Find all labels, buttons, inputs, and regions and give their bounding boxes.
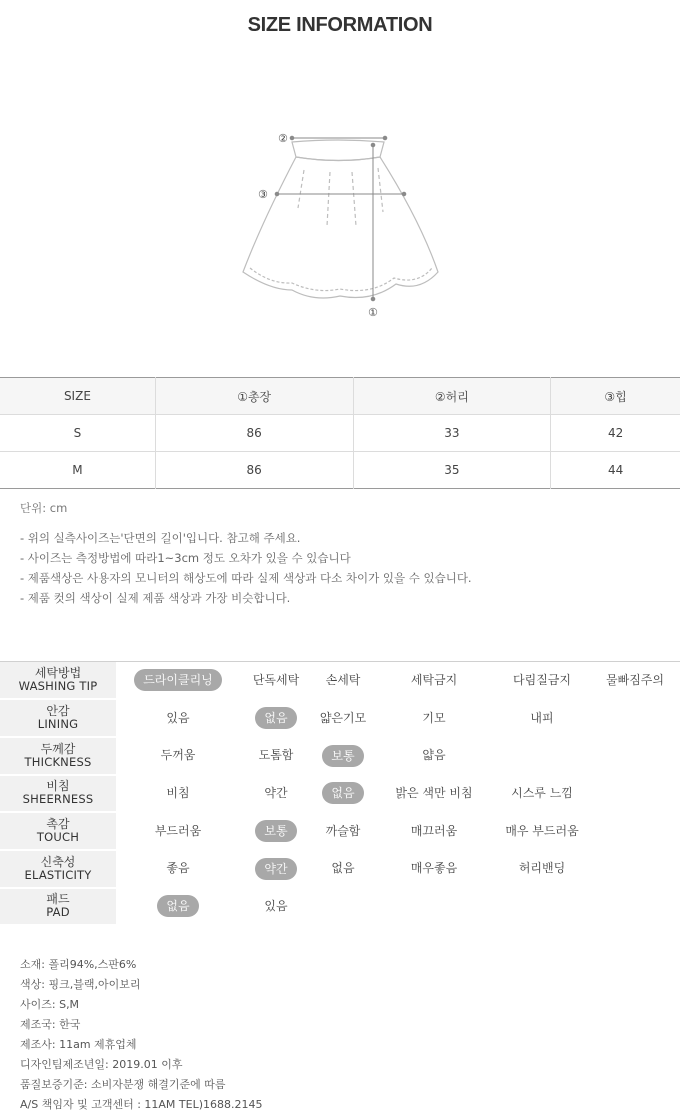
property-option: 좋음 — [166, 861, 190, 876]
property-label-en: SHEERNESS — [22, 792, 94, 807]
property-option-selected: 보통 — [255, 820, 296, 842]
size-table-row — [0, 452, 680, 489]
property-option: 있음 — [264, 898, 288, 913]
property-option-cell — [312, 850, 374, 888]
marker-2: ② — [278, 132, 288, 145]
property-option: 비침 — [166, 785, 190, 800]
property-option-selected: 약간 — [255, 858, 296, 880]
property-row — [0, 850, 680, 888]
note-item: - 제품색상은 사용자의 모니터의 해상도에 따라 실제 색상과 다소 차이가 있을 수 있습니다. — [20, 571, 472, 585]
property-option: 기모 — [422, 710, 446, 725]
note-item: - 제품 컷의 색상이 실제 제품 색상과 가장 비슷합니다. — [20, 591, 291, 605]
property-option-cell — [240, 888, 312, 926]
spec-item: 색상: 핑크,블랙,아이보리 — [20, 978, 141, 991]
property-label-ko: 세탁방법 — [34, 666, 82, 681]
property-label-en: TOUCH — [36, 830, 80, 845]
property-option: 매끄러움 — [410, 823, 458, 838]
property-option-cell — [374, 888, 494, 926]
property-option: 다림질금지 — [513, 672, 571, 687]
property-option-selected: 드라이클리닝 — [134, 669, 222, 691]
property-label — [0, 699, 116, 737]
size-cell: 33 — [353, 415, 551, 452]
spec-item: 사이즈: S,M — [20, 998, 80, 1011]
size-table-header: ①총장 — [155, 378, 353, 415]
property-row — [0, 662, 680, 700]
property-option-cell — [240, 812, 312, 850]
property-option-cell — [590, 775, 680, 813]
note-item: - 위의 실측사이즈는'단면의 길이'입니다. 참고해 주세요. — [20, 531, 301, 545]
property-option-cell — [312, 662, 374, 700]
property-row — [0, 737, 680, 775]
property-option: 약간 — [264, 785, 288, 800]
size-table-header: SIZE — [0, 378, 155, 415]
property-label — [0, 888, 116, 926]
property-option-cell — [374, 699, 494, 737]
property-option-cell — [494, 737, 590, 775]
property-option: 매우좋음 — [410, 861, 458, 876]
size-cell: M — [0, 452, 155, 489]
spec-item: A/S 책임자 및 고객센터 : 11AM TEL)1688.2145 — [20, 1098, 263, 1111]
property-option: 밝은 색만 비침 — [395, 785, 473, 800]
size-notes — [20, 528, 472, 608]
property-label-en: THICKNESS — [24, 754, 92, 769]
property-label — [0, 850, 116, 888]
property-label-ko: 두께감 — [40, 741, 76, 756]
property-label-en: PAD — [46, 905, 70, 920]
property-label-ko: 비침 — [46, 779, 70, 794]
property-option: 시스루 느낌 — [511, 785, 573, 800]
size-cell: 86 — [155, 415, 353, 452]
property-label-ko: 촉감 — [46, 817, 70, 832]
property-option-cell — [240, 775, 312, 813]
skirt-measurement-diagram — [0, 110, 680, 330]
size-cell: 44 — [607, 463, 624, 477]
property-label-ko: 패드 — [46, 892, 70, 907]
property-label — [0, 737, 116, 775]
property-option-cell — [374, 850, 494, 888]
spec-item: 소재: 폴리94%,스판6% — [20, 958, 137, 971]
property-option: 내피 — [530, 710, 554, 725]
property-option-cell — [494, 812, 590, 850]
spec-item: 제조사: 11am 제휴업체 — [20, 1038, 137, 1051]
size-table-header-row — [0, 378, 680, 415]
property-option-cell — [116, 812, 240, 850]
unit-label: 단위: cm — [20, 501, 68, 515]
property-option-selected: 없음 — [322, 782, 363, 804]
property-option-cell — [240, 850, 312, 888]
product-specs — [20, 955, 263, 1115]
property-option-cell — [494, 850, 590, 888]
size-cell: 86 — [155, 452, 353, 489]
property-option-selected: 보통 — [322, 745, 363, 767]
property-row — [0, 699, 680, 737]
property-option-cell — [374, 737, 494, 775]
page-title: SIZE INFORMATION — [247, 14, 433, 36]
spec-item: 품질보증기준: 소비자분쟁 해결기준에 따름 — [20, 1078, 226, 1091]
property-option-cell — [374, 812, 494, 850]
property-option-cell — [312, 888, 374, 926]
property-option-cell — [590, 737, 680, 775]
size-cell: 42 — [551, 415, 680, 452]
skirt-body — [243, 157, 438, 298]
property-option-cell — [312, 775, 374, 813]
property-option-cell — [494, 775, 590, 813]
property-option-cell — [374, 775, 494, 813]
property-option: 까슬함 — [325, 823, 361, 838]
property-row — [0, 812, 680, 850]
size-table-row — [0, 415, 680, 452]
property-option: 도톰함 — [258, 748, 294, 763]
property-option-cell — [240, 737, 312, 775]
property-option: 단독세탁 — [252, 672, 300, 687]
property-option-cell — [590, 662, 680, 700]
property-label — [0, 812, 116, 850]
property-row — [0, 775, 680, 813]
property-option-cell — [116, 775, 240, 813]
property-option: 매우 부드러움 — [505, 823, 579, 838]
fabric-properties-table — [0, 661, 680, 926]
property-option-cell — [312, 812, 374, 850]
property-option-cell — [374, 662, 494, 700]
property-option-cell — [494, 888, 590, 926]
property-option-cell — [240, 699, 312, 737]
size-table — [0, 377, 680, 489]
property-option-selected: 없음 — [255, 707, 296, 729]
size-cell: 35 — [353, 452, 551, 489]
property-option-cell — [116, 850, 240, 888]
property-option-cell — [590, 850, 680, 888]
property-option-cell — [494, 662, 590, 700]
property-row — [0, 888, 680, 926]
skirt-waistband — [292, 140, 384, 161]
property-option-cell — [312, 699, 374, 737]
property-option: 있음 — [166, 710, 190, 725]
marker-1: ① — [368, 306, 378, 319]
property-label-ko: 신축성 — [40, 854, 76, 869]
property-option-cell — [116, 699, 240, 737]
property-option-cell — [494, 699, 590, 737]
property-option-cell — [240, 662, 312, 700]
property-option: 얇은기모 — [319, 710, 367, 725]
size-cell: S — [0, 415, 155, 452]
property-option: 부드러움 — [154, 823, 202, 838]
property-option-cell — [590, 699, 680, 737]
property-option: 허리밴딩 — [518, 861, 566, 876]
property-option: 두꺼움 — [160, 748, 196, 763]
property-option: 얇음 — [422, 748, 446, 763]
property-label-en: ELASTICITY — [24, 867, 92, 882]
property-label-en: WASHING TIP — [18, 679, 98, 694]
property-label — [0, 662, 116, 700]
property-option-selected: 없음 — [157, 895, 198, 917]
property-option-cell — [116, 662, 240, 700]
property-option: 세탁금지 — [410, 672, 458, 687]
property-label-en: LINING — [37, 717, 79, 732]
property-option-cell — [312, 737, 374, 775]
property-option-cell — [116, 737, 240, 775]
property-option: 손세탁 — [325, 672, 361, 687]
property-label-ko: 안감 — [46, 704, 70, 719]
property-option-cell — [116, 888, 240, 926]
skirt-hem-stitch — [250, 268, 432, 291]
spec-item: 제조국: 한국 — [20, 1018, 81, 1031]
note-item: - 사이즈는 측정방법에 따라1~3cm 정도 오차가 있을 수 있습니다 — [20, 551, 351, 565]
size-table-header: ②허리 — [353, 378, 551, 415]
size-table-header: ③힙 — [551, 378, 680, 415]
marker-3: ③ — [258, 188, 268, 201]
property-option-cell — [590, 812, 680, 850]
property-option: 물빠짐주의 — [606, 672, 664, 687]
property-label — [0, 775, 116, 813]
spec-item: 디자인팀제조년일: 2019.01 이후 — [20, 1058, 183, 1071]
property-option-cell — [590, 888, 680, 926]
property-option: 없음 — [331, 861, 355, 876]
